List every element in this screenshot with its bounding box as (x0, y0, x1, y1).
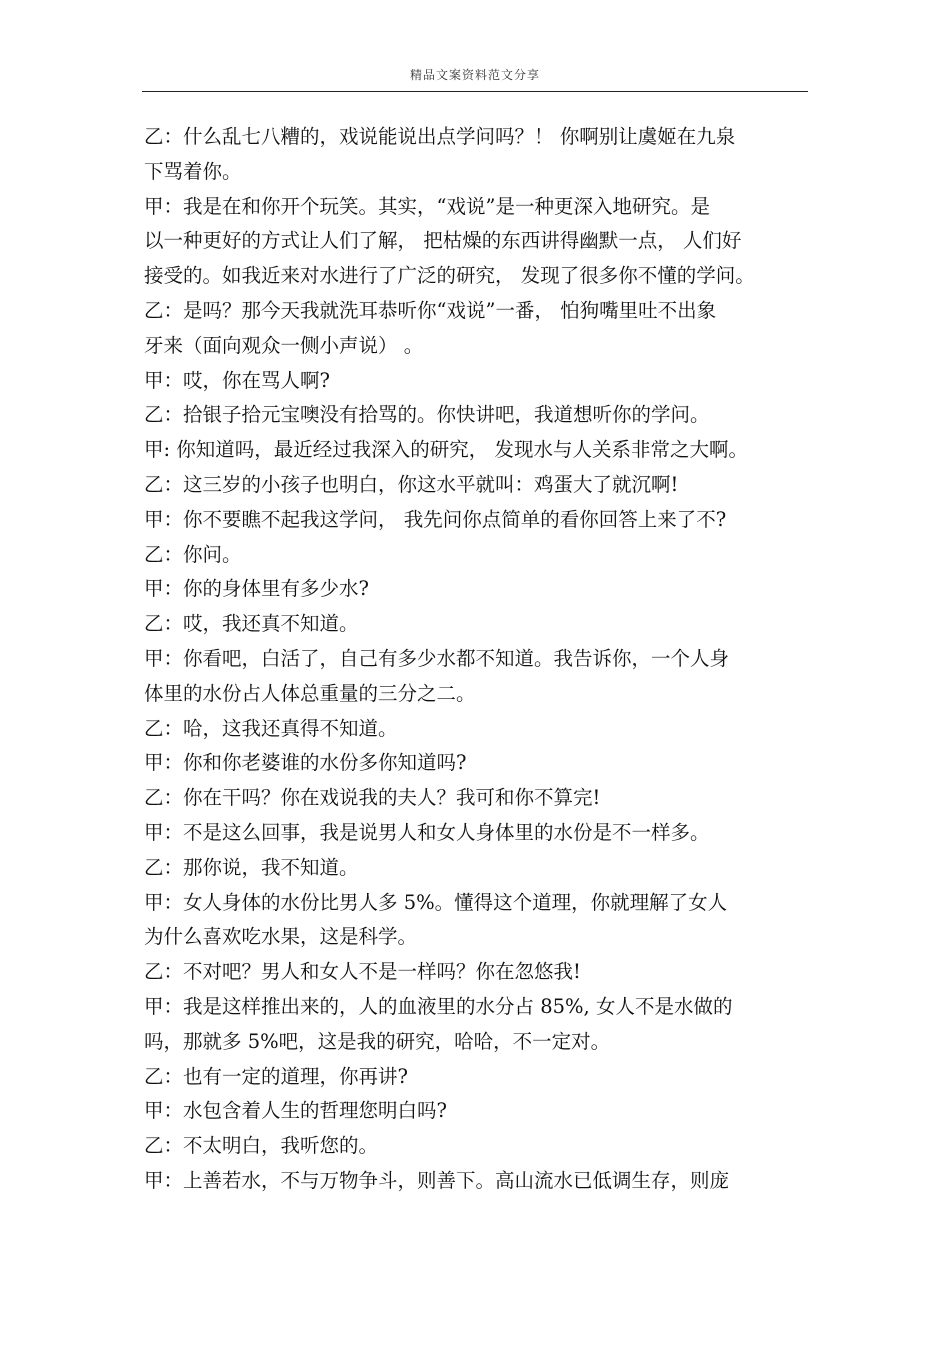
text-line: 乙：哈，这我还真得不知道。 (144, 716, 398, 740)
text-line: 以一种更好的方式让人们了解， 把枯燥的东西讲得幽默一点， 人们好 (144, 229, 742, 253)
text-line: 乙：拾银子拾元宝噢没有拾骂的。你快讲吧，我道想听你的学问。 (144, 403, 710, 427)
text-line: 乙：你问。 (144, 542, 242, 566)
text-line: 甲: 你知道吗，最近经过我深入的研究， 发现水与人关系非常之大啊。 (144, 438, 748, 462)
text-line: 乙：哎，我还真不知道。 (144, 612, 359, 636)
text-line: 甲：你看吧，白活了，自己有多少水都不知道。我告诉你，一个人身 (144, 646, 730, 670)
text-line: 甲：水包含着人生的哲理您明白吗? (144, 1099, 447, 1123)
text-line: 下骂着你。 (144, 159, 242, 183)
text-line: 甲：你的身体里有多少水? (144, 577, 369, 601)
text-line: 牙来（面向观众一侧小声说） 。 (144, 333, 424, 357)
text-line: 吗，那就多 5%吧，这是我的研究，哈哈，不一定对。 (144, 1029, 611, 1053)
text-line: 乙：也有一定的道理，你再讲? (144, 1064, 408, 1088)
text-line: 乙：你在干吗？你在戏说我的夫人？我可和你不算完! (144, 786, 601, 810)
text-line: 甲：你和你老婆谁的水份多你知道吗? (144, 751, 467, 775)
text-line: 乙：那你说，我不知道。 (144, 855, 359, 879)
text-line: 为什么喜欢吃水果，这是科学。 (144, 925, 418, 949)
dialogue-body (144, 120, 814, 1199)
text-line: 乙：什么乱七八糟的，戏说能说出点学问吗？！ 你啊别让虞姬在九泉 (144, 125, 736, 148)
text-line: 乙：不太明白，我听您的。 (144, 1134, 379, 1158)
text-line: 乙：这三岁的小孩子也明白，你这水平就叫：鸡蛋大了就沉啊! (144, 472, 679, 496)
text-line: 甲：你不要瞧不起我这学问， 我先问你点简单的看你回答上来了不? (144, 507, 727, 531)
text-line: 接受的。如我近来对水进行了广泛的研究， 发现了很多你不懂的学问。 (144, 264, 755, 288)
text-line: 甲：我是在和你开个玩笑。其实，“戏说”是一种更深入地研究。是 (144, 194, 710, 218)
text-line: 甲：哎，你在骂人啊? (144, 368, 330, 392)
text-line: 乙：是吗？那今天我就洗耳恭听你“戏说”一番， 怕狗嘴里吐不出象 (144, 298, 717, 322)
header-divider (142, 91, 808, 92)
text-line: 甲：我是这样推出来的，人的血液里的水分占 85%, 女人不是水做的 (144, 994, 733, 1018)
text-line: 体里的水份占人体总重量的三分之二。 (144, 681, 476, 705)
page-header: 精品文案资料范文分享 (409, 68, 540, 82)
text-line: 乙：不对吧？男人和女人不是一样吗？你在忽悠我! (144, 960, 581, 984)
text-line: 甲：不是这么回事，我是说男人和女人身体里的水份是不一样多。 (144, 820, 710, 844)
text-line: 甲：女人身体的水份比男人多 5%。懂得这个道理，你就理解了女人 (144, 890, 728, 914)
text-line: 甲：上善若水，不与万物争斗，则善下。高山流水已低调生存，则庞 (144, 1168, 730, 1192)
